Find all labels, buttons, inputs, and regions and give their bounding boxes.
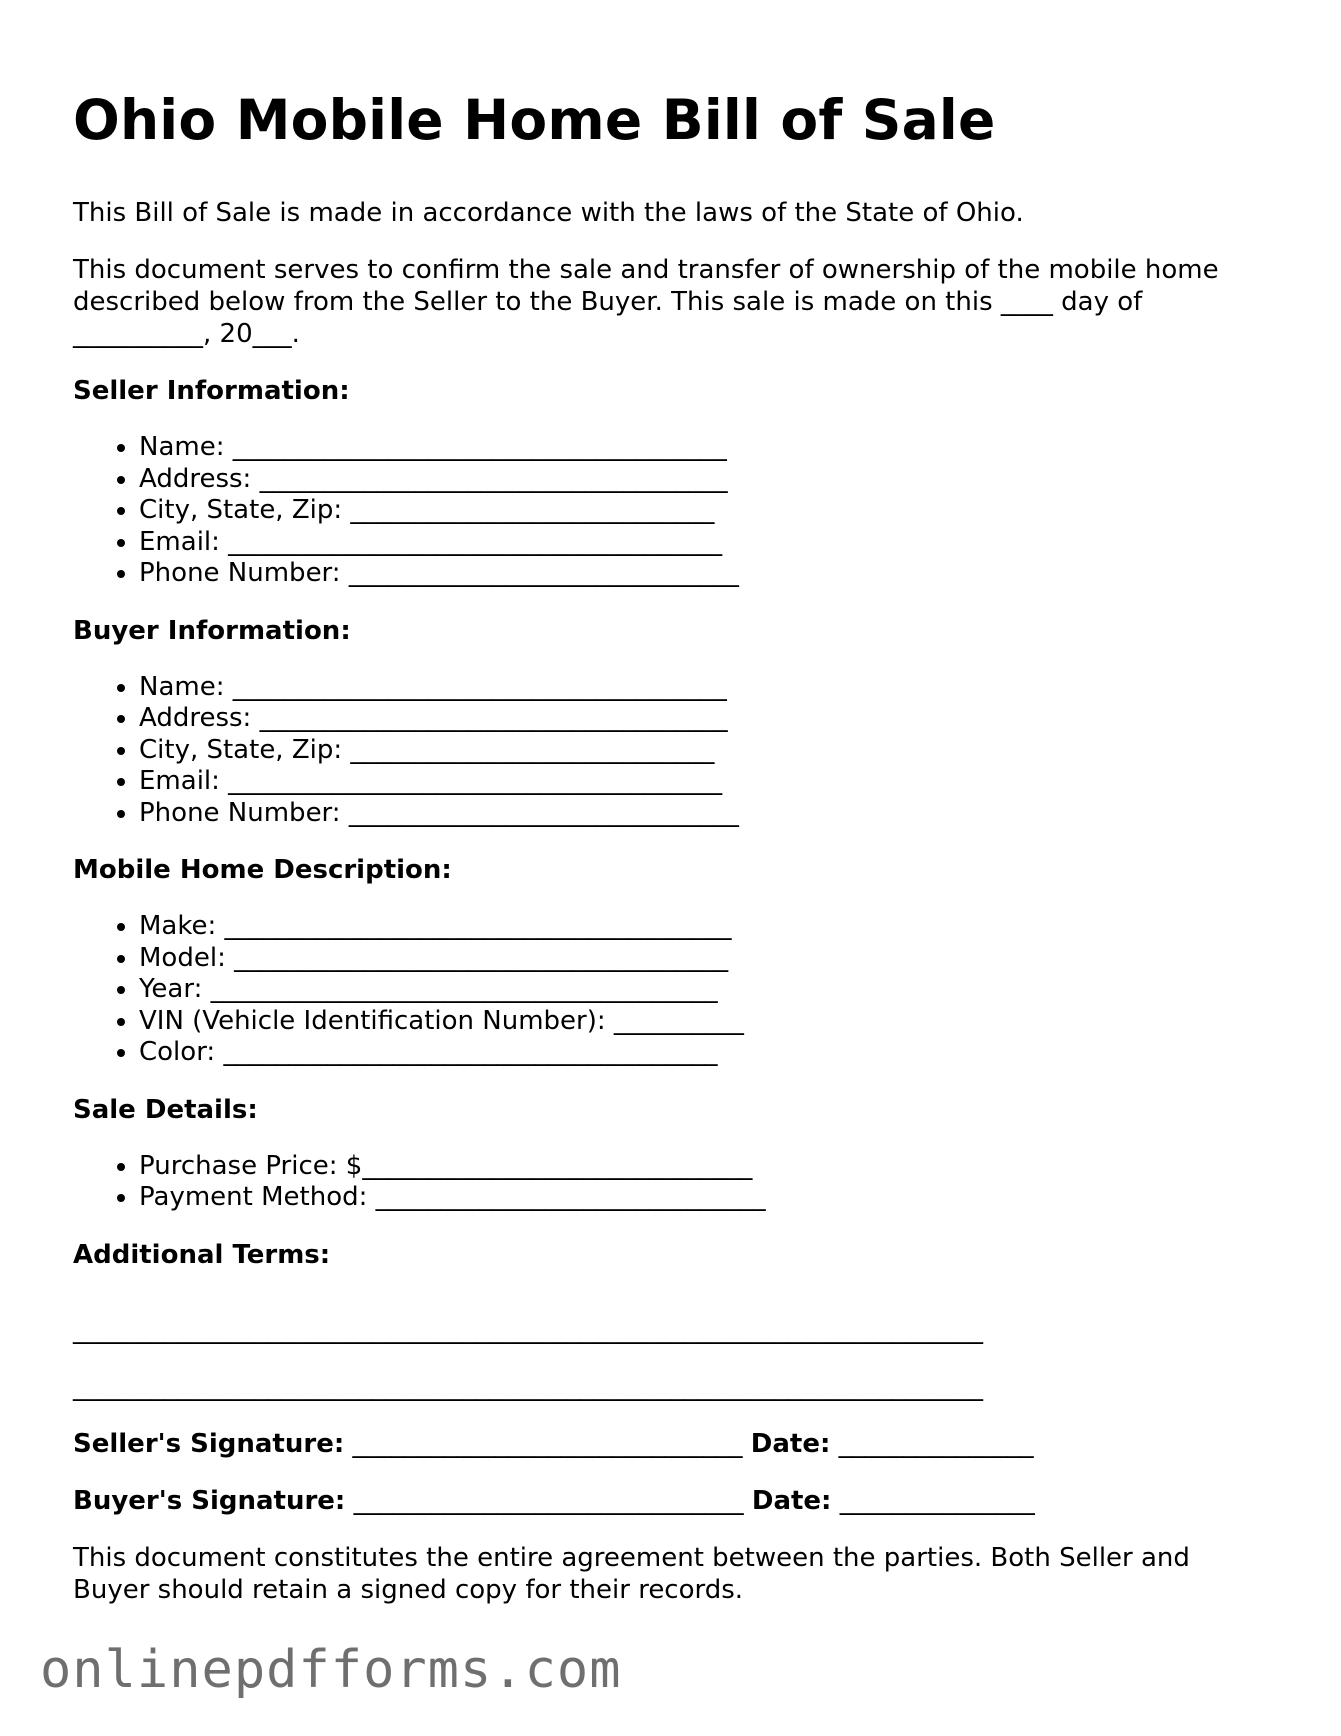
seller-city-state-zip-field[interactable]: • City, State, Zip: ____________________________ — [139, 495, 1273, 527]
seller-name-field[interactable]: • Name: ______________________________________ — [139, 432, 1273, 464]
additional-terms-heading: Additional Terms: — [73, 1239, 331, 1270]
purchase-price-field[interactable]: • Purchase Price: $______________________________ — [139, 1151, 1273, 1183]
seller-signature-line[interactable]: ______________________________ — [352, 1428, 743, 1459]
mobile-home-description-heading: Mobile Home Description: — [73, 855, 452, 885]
seller-date-line[interactable]: _______________ — [838, 1428, 1034, 1459]
vin-field[interactable]: • VIN (Vehicle Identification Number): __________ — [139, 1006, 1273, 1038]
buyer-signature-line[interactable]: ______________________________ — [353, 1485, 744, 1516]
model-field[interactable]: • Model: ______________________________________ — [139, 943, 1273, 975]
sale-confirmation-paragraph: This document serves to confirm the sale and transfer of ownership of the mobile home described below from the Seller to the Buyer. This sale is made on this ____ day of __________, 20___. — [73, 255, 1219, 349]
seller-phone-field[interactable]: • Phone Number: ______________________________ — [139, 558, 1273, 590]
buyer-signature-label: Buyer's Signature: — [73, 1485, 346, 1516]
intro-paragraph: This Bill of Sale is made in accordance with the laws of the State of Ohio. — [73, 198, 1024, 228]
mobile-home-description-list — [73, 911, 1273, 1069]
additional-terms-line[interactable]: ______________________________________________________________________ — [73, 1314, 983, 1345]
buyer-date-label: Date: — [751, 1485, 832, 1516]
additional-terms-line[interactable]: ______________________________________________________________________ — [73, 1371, 983, 1402]
buyer-info-heading: Buyer Information: — [73, 615, 351, 646]
buyer-address-field[interactable]: • Address: ____________________________________ — [139, 703, 1273, 735]
buyer-name-field[interactable]: • Name: ______________________________________ — [139, 672, 1273, 704]
year-field[interactable]: • Year: _______________________________________ — [139, 974, 1273, 1006]
seller-email-field[interactable]: • Email: ______________________________________ — [139, 527, 1273, 559]
buyer-info-list — [73, 672, 1273, 830]
color-field[interactable]: • Color: ______________________________________ — [139, 1037, 1273, 1069]
seller-info-heading: Seller Information: — [73, 376, 350, 406]
make-field[interactable]: • Make: _______________________________________ — [139, 911, 1273, 943]
seller-signature-label: Seller's Signature: — [73, 1428, 345, 1459]
payment-method-field[interactable]: • Payment Method: ______________________________ — [139, 1182, 1273, 1214]
buyer-signature-row — [73, 1485, 1273, 1517]
additional-terms-lines — [73, 1296, 1273, 1403]
sale-details-list — [73, 1151, 1273, 1214]
page-title: Ohio Mobile Home Bill of Sale — [73, 88, 996, 152]
buyer-email-field[interactable]: • Email: ______________________________________ — [139, 766, 1273, 798]
document-page — [73, 88, 1273, 1631]
site-watermark: onlinepdfforms.com — [40, 1640, 622, 1700]
buyer-phone-field[interactable]: • Phone Number: ______________________________ — [139, 798, 1273, 830]
closing-paragraph: This document constitutes the entire agreement between the parties. Both Seller and Buyer should retain a signed copy for their records. — [73, 1542, 1190, 1605]
seller-address-field[interactable]: • Address: ____________________________________ — [139, 464, 1273, 496]
seller-date-label: Date: — [750, 1428, 831, 1459]
buyer-city-state-zip-field[interactable]: • City, State, Zip: ____________________________ — [139, 735, 1273, 767]
buyer-date-line[interactable]: _______________ — [839, 1485, 1035, 1516]
seller-signature-row — [73, 1428, 1273, 1460]
seller-info-list — [73, 432, 1273, 590]
sale-details-heading: Sale Details: — [73, 1094, 258, 1125]
